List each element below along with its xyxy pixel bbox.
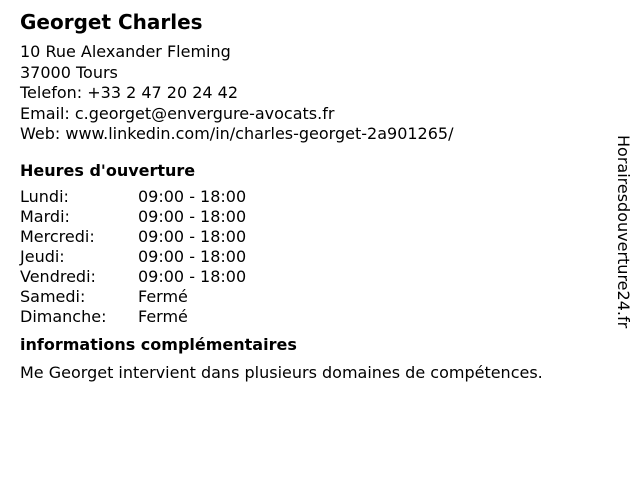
day-label: Dimanche: [20, 306, 107, 326]
day-hours: 09:00 - 18:00 [138, 186, 247, 206]
hours-row-wednesday [20, 227, 610, 247]
day-hours: 09:00 - 18:00 [138, 206, 247, 226]
contact-block [20, 42, 610, 145]
hours-row-thursday [20, 247, 610, 267]
day-label: Mercredi: [20, 226, 95, 246]
day-hours: Fermé [138, 306, 188, 326]
hours-row-saturday [20, 287, 610, 307]
hours-row-friday [20, 267, 610, 287]
day-label: Jeudi: [20, 246, 65, 266]
day-hours: Fermé [138, 286, 188, 306]
phone-line: Telefon: +33 2 47 20 24 42 [20, 83, 239, 102]
hours-heading: Heures d'ouverture [20, 160, 196, 180]
street-address: 10 Rue Alexander Fleming [20, 42, 231, 61]
listing-card [20, 8, 610, 384]
day-hours: 09:00 - 18:00 [138, 246, 247, 266]
business-name: Georget Charles [20, 10, 203, 34]
hours-row-sunday [20, 307, 610, 327]
day-label: Mardi: [20, 206, 70, 226]
day-label: Lundi: [20, 186, 69, 206]
day-label: Samedi: [20, 286, 86, 306]
day-label: Vendredi: [20, 266, 96, 286]
web-line: Web: www.linkedin.com/in/charles-georget-2a901265/ [20, 124, 454, 143]
hours-table [20, 187, 610, 327]
hours-row-tuesday [20, 207, 610, 227]
brand-watermark: Horairesdouverture24.fr [614, 135, 633, 329]
info-text: Me Georget intervient dans plusieurs domaines de compétences. [20, 362, 543, 382]
city-address: 37000 Tours [20, 62, 118, 82]
day-hours: 09:00 - 18:00 [138, 266, 247, 286]
email-line: Email: c.georget@envergure-avocats.fr [20, 103, 335, 123]
day-hours: 09:00 - 18:00 [138, 226, 247, 246]
hours-row-monday [20, 187, 610, 207]
info-heading: informations complémentaires [20, 334, 297, 354]
